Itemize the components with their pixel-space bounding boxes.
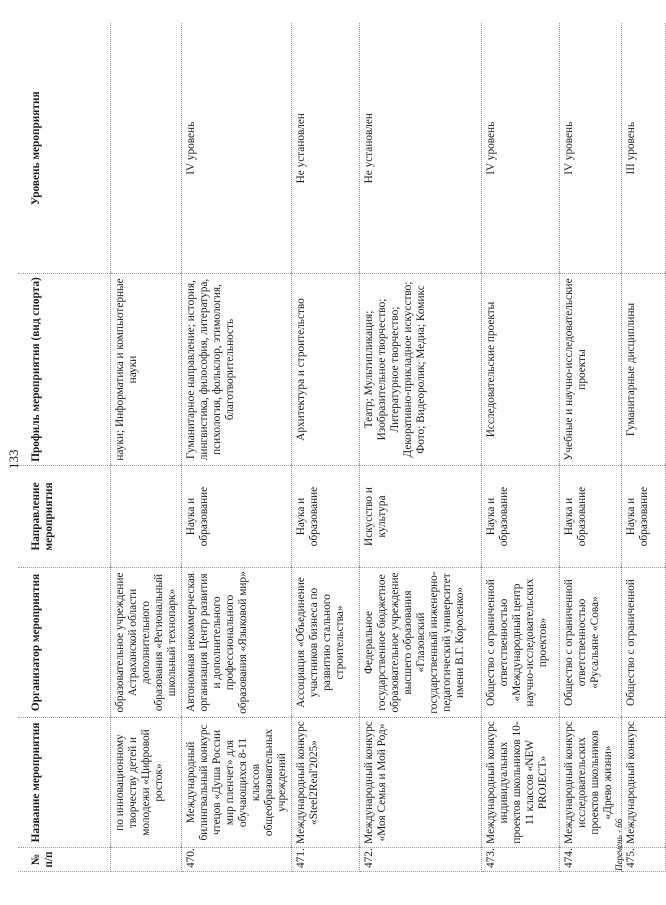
row-direction: Наука и образование bbox=[622, 466, 666, 568]
row-organizer: Общество с ограниченной ответственностью «Международный центр научно-исследовательских проектов» bbox=[482, 568, 560, 718]
row-organizer: Общество с ограниченной ответственностью «Русальяне «Сова» bbox=[560, 568, 622, 718]
row-num: 471. bbox=[292, 848, 360, 872]
header-num: № п/п bbox=[18, 848, 111, 872]
row-name: Международный конкурс индивидуальных проектов школьников 10-11 классов «NEW PROJECT» bbox=[482, 718, 560, 848]
table-row bbox=[292, 24, 360, 872]
table-row bbox=[482, 24, 560, 872]
row-organizer: образовательное учреждение Астраханской области дополнительного образования «Региональный школьный технопарк» bbox=[111, 568, 182, 718]
row-num: 473. bbox=[482, 848, 560, 872]
row-num: 475. bbox=[622, 848, 666, 872]
row-level: III уровень bbox=[622, 24, 666, 274]
row-name: Международный билингвальный конкурс чтецов «Душа России мир пленчет» для обучающихся 8-11 классов общеобразовательных учреждений bbox=[182, 718, 292, 848]
row-level bbox=[111, 24, 182, 274]
table-row bbox=[111, 24, 182, 872]
page-number: 133 bbox=[6, 449, 21, 469]
row-direction: Наука и образование bbox=[560, 466, 622, 568]
footer-mark: Перечень - 66 bbox=[614, 818, 624, 871]
row-profile: Учебные и научно-исследовательские проекты bbox=[560, 274, 622, 466]
row-profile: Архитектура и строительство bbox=[292, 274, 360, 466]
row-name: Международный конкурс исследовательских проектов школьников «Древо жизни» bbox=[560, 718, 622, 848]
table-row bbox=[182, 24, 292, 872]
table-row bbox=[360, 24, 482, 872]
row-num: 474. bbox=[560, 848, 622, 872]
row-profile: Гуманитарные дисциплины bbox=[622, 274, 666, 466]
row-level: IV уровень bbox=[560, 24, 622, 274]
header-name: Название мероприятия bbox=[18, 718, 111, 848]
row-direction: Наука и образование bbox=[292, 466, 360, 568]
row-name: Международный конкурс «Моя Семья и Мой Род» bbox=[360, 718, 482, 848]
table-header-row bbox=[18, 24, 111, 872]
row-direction bbox=[111, 466, 182, 568]
row-level: Не установлен bbox=[292, 24, 360, 274]
header-profile: Профиль мероприятия (вид спорта) bbox=[18, 274, 111, 466]
row-organizer: Ассоциация «Объединение участников бизнеса по развитию стального строительства» bbox=[292, 568, 360, 718]
row-num: 472. bbox=[360, 848, 482, 872]
row-level: IV уровень bbox=[482, 24, 560, 274]
row-organizer: Федеральное государственное бюджетное образовательное учреждение высшего образования «Глазовский государственный инженерно-педагогический университет имени В.Г. Короленко» bbox=[360, 568, 482, 718]
table-row bbox=[560, 24, 622, 872]
row-num: 470. bbox=[182, 848, 292, 872]
row-profile: Театр; Мультипликация; Изобразительное творчество; Литературное творчество; Декоративно-прикладное искусство; Фото; Видеоролик; Медиа; Комикс bbox=[360, 274, 482, 466]
row-direction: Наука и образование bbox=[182, 466, 292, 568]
row-level: IV уровень bbox=[182, 24, 292, 274]
row-name: Международный конкурс bbox=[622, 718, 666, 848]
header-organizer: Организатор мероприятия bbox=[18, 568, 111, 718]
row-organizer: Автономная некоммерческая организация Центр развития и дополнительного профессионального образования «Языковой мир» bbox=[182, 568, 292, 718]
header-direction: Направление мероприятия bbox=[18, 466, 111, 568]
row-profile: науки; Информатика и компьютерные науки bbox=[111, 274, 182, 466]
row-direction: Искусство и культура bbox=[360, 466, 482, 568]
table-row bbox=[622, 24, 666, 872]
row-organizer: Общество с ограниченной bbox=[622, 568, 666, 718]
row-profile: Гуманитарное направление; история, лингвистика, философия, литература, психология, фольклор, этимология, благотворительность bbox=[182, 274, 292, 466]
events-table bbox=[18, 24, 666, 873]
row-name: Международный конкурс «Steel2Real'2025» bbox=[292, 718, 360, 848]
header-level: Уровень мероприятия bbox=[18, 24, 111, 274]
row-num bbox=[111, 848, 182, 872]
row-profile: Исследовательские проекты bbox=[482, 274, 560, 466]
row-name: по инновационному творчеству детей и молодежи «Цифровой росток» bbox=[111, 718, 182, 848]
row-direction: Наука и образование bbox=[482, 466, 560, 568]
row-level: Не установлен bbox=[360, 24, 482, 274]
